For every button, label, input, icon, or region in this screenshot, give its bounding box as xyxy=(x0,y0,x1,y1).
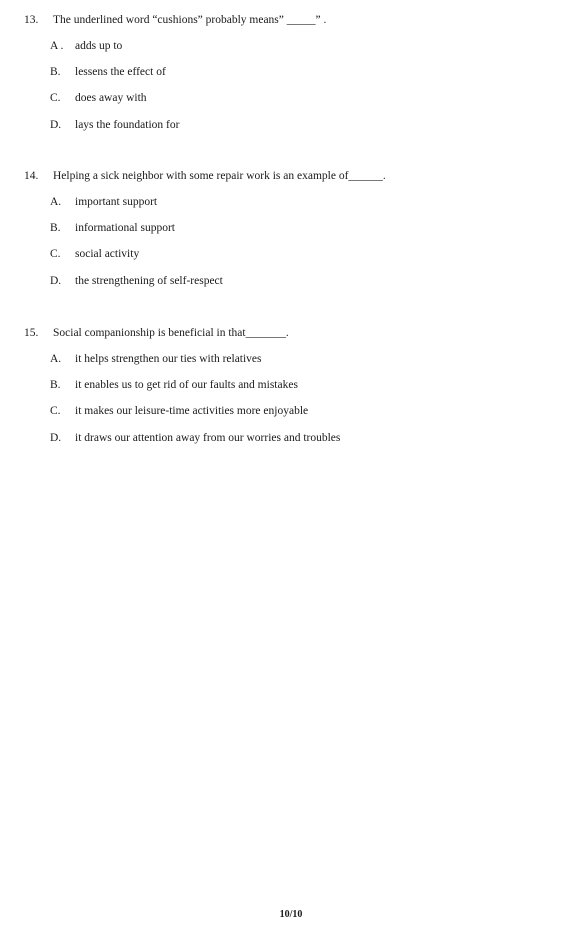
question-number: 13. xyxy=(24,14,39,26)
option-letter: A. xyxy=(50,353,62,365)
option-list xyxy=(24,38,564,133)
question-15 xyxy=(24,325,564,456)
option-a xyxy=(24,38,564,54)
option-letter: D. xyxy=(50,274,62,287)
option-a xyxy=(24,351,564,367)
option-letter: B. xyxy=(50,222,61,235)
question-stem xyxy=(24,168,564,184)
option-text: informational support xyxy=(75,222,175,235)
option-text: adds up to xyxy=(75,40,123,52)
option-letter: B. xyxy=(50,379,61,392)
option-text: important support xyxy=(75,196,158,208)
option-text: social activity xyxy=(75,248,140,261)
option-c xyxy=(24,403,564,419)
option-text: the strengthening of self-respect xyxy=(75,274,223,287)
option-b xyxy=(24,64,564,80)
question-stem xyxy=(24,12,564,28)
option-b xyxy=(24,220,564,236)
option-text: it helps strengthen our ties with relatives xyxy=(75,353,262,365)
option-text: lays the foundation for xyxy=(75,118,180,131)
option-letter: C. xyxy=(50,405,61,418)
option-letter: A. xyxy=(50,196,62,208)
option-letter: D. xyxy=(50,431,62,444)
option-list xyxy=(24,351,564,446)
option-text: lessens the effect of xyxy=(75,66,166,79)
option-text: it draws our attention away from our worries and troubles xyxy=(75,431,341,444)
option-letter: D. xyxy=(50,118,62,131)
question-text: The underlined word “cushions” probably means” _____” . xyxy=(53,14,327,26)
option-c xyxy=(24,246,564,262)
question-number: 14. xyxy=(24,170,39,182)
option-list xyxy=(24,194,564,289)
page-number: 10/10 xyxy=(279,909,303,920)
option-letter: C. xyxy=(50,248,61,261)
question-14 xyxy=(24,168,564,299)
option-a xyxy=(24,194,564,210)
question-13 xyxy=(24,12,564,143)
option-b xyxy=(24,377,564,393)
option-letter: B. xyxy=(50,66,61,79)
option-d xyxy=(24,430,564,446)
option-d xyxy=(24,117,564,133)
option-text: it enables us to get rid of our faults and mistakes xyxy=(75,379,298,392)
question-text: Helping a sick neighbor with some repair work is an example of______. xyxy=(53,170,386,182)
option-letter: C. xyxy=(50,92,61,105)
question-stem xyxy=(24,325,564,341)
option-letter: A . xyxy=(50,40,64,52)
option-text: does away with xyxy=(75,92,147,105)
option-d xyxy=(24,273,564,289)
question-text: Social companionship is beneficial in that_______. xyxy=(53,327,289,339)
question-number: 15. xyxy=(24,327,39,339)
option-c xyxy=(24,90,564,106)
option-text: it makes our leisure-time activities more enjoyable xyxy=(75,405,309,418)
